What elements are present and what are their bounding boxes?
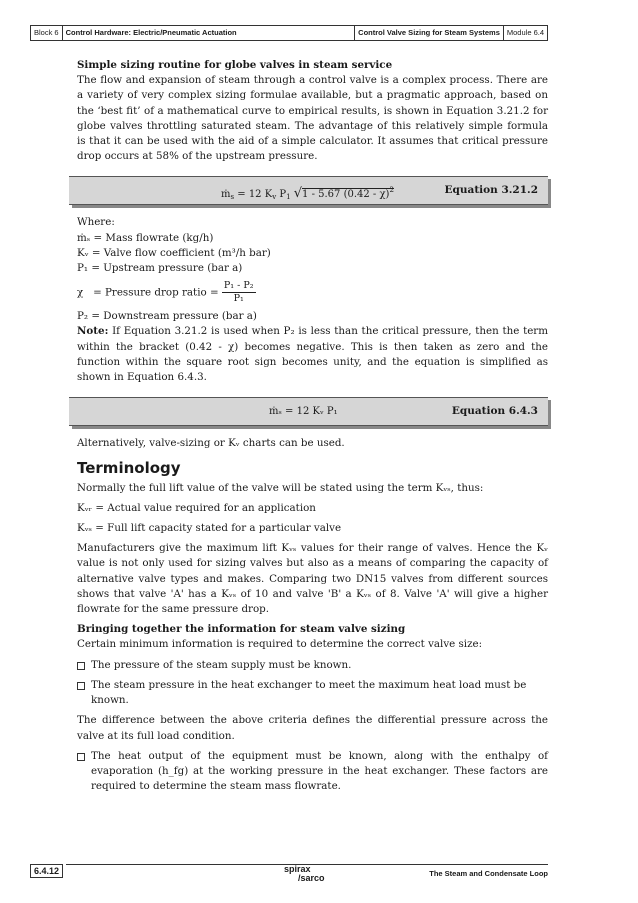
module-number: Module 6.4: [503, 25, 548, 41]
equation-label-3-21-2: Equation 3.21.2: [444, 184, 538, 197]
where-p1: [77, 261, 548, 276]
sym-ms: ṁₛ: [77, 231, 91, 244]
page-content: [77, 58, 548, 794]
footer-title: The Steam and Condensate Loop: [429, 869, 548, 878]
eq1-mid-sub: v: [272, 193, 277, 202]
def-chi: = Pressure drop ratio =: [93, 286, 219, 299]
logo-line1: spirax: [284, 864, 311, 874]
eq1-lhs: ṁ: [221, 189, 231, 201]
bringing-list: [77, 658, 548, 709]
checkbox-bullet-icon: [77, 753, 85, 761]
def-ms: = Mass flowrate (kg/h): [93, 231, 214, 244]
list-item: [77, 658, 548, 673]
page-header: [30, 25, 548, 41]
bringing-list-2: [77, 749, 548, 795]
terminology-intro: Normally the full lift value of the valve will be stated using the term Kᵥₛ, thus:: [77, 481, 484, 494]
terminology-paragraph: Manufacturers give the maximum lift Kᵥₛ values for their range of valves. Hence the Kᵥ value is not only used for sizing valves but also as a means of comparing the capacity of alternative valve types and makes. Comparing two DN15 valves from different sources shows that valve 'A' has a Kᵥₛ of 10 and valve 'B' a Kᵥₛ of 8. Valve 'A' will give a higher flowrate for the same pressure drop.: [77, 542, 548, 616]
kvr-definition: Kᵥᵣ = Actual value required for an application: [77, 501, 316, 514]
pressure-drop-fraction: [222, 280, 256, 305]
where-ms: [77, 231, 548, 246]
eq1-root-text: 1 - 5.67 (0.42 - χ): [302, 189, 390, 201]
sym-kv: Kᵥ: [77, 246, 89, 259]
eq1-p-sub: 1: [286, 193, 291, 202]
where-title: Where:: [77, 216, 115, 229]
checkbox-bullet-icon: [77, 662, 85, 670]
module-title: Control Valve Sizing for Steam Systems: [354, 25, 503, 41]
sqrt-sign-icon: √: [293, 186, 303, 202]
page-number: 6.4.12: [30, 864, 63, 878]
sizing-paragraph: The flow and expansion of steam through a control valve is a complex process. There are a variety of very complex sizing formulae available, but a pragmatic approach, based on the ‘best fit’ of a mathematical curve to empirical results, is shown in Equation 3.21.2 for globe valves throttling saturated steam. The advantage of this relatively simple formula is that it can be used with the aid of a simple calculator. It assumes that critical pressure drop occurs at 58% of the upstream pressure.: [77, 74, 548, 163]
alternative-text: Alternatively, valve-sizing or Kᵥ charts can be used.: [77, 437, 345, 450]
equation-box-3-21-2: [69, 176, 548, 205]
eq1-p: P: [276, 189, 287, 201]
equation-6-4-3: ṁₛ = 12 Kᵥ P₁: [269, 406, 338, 418]
sym-chi: χ: [77, 286, 84, 299]
list-item: [77, 749, 548, 795]
logo-line2: /sarco: [298, 873, 325, 883]
frac-num: P₁ - P₂: [223, 280, 254, 292]
where-p2: [77, 309, 548, 324]
block-number: Block 6: [30, 25, 62, 41]
def-p2: = Downstream pressure (bar a): [91, 310, 257, 323]
bringing-heading: Bringing together the information for steam valve sizing: [77, 623, 406, 636]
eq1-lhs-sub: s: [230, 193, 235, 202]
eq1-root: [302, 188, 394, 200]
block-title: Control Hardware: Electric/Pneumatic Actuation: [62, 25, 240, 41]
note-paragraph: [77, 324, 548, 385]
equation-label-6-4-3: Equation 6.4.3: [451, 405, 538, 418]
list-item: [77, 678, 548, 708]
sym-p1: P₁: [77, 262, 89, 275]
eq1-root-sup: 2: [389, 186, 394, 195]
page-footer: [30, 864, 548, 883]
checkbox-bullet-icon: [77, 682, 85, 690]
list-item-text: The heat output of the equipment must be known, along with the enthalpy of evaporation (h_fg) at the working pressure in the heat exchanger. These factors are required to determine the steam mass flowrate.: [91, 749, 548, 793]
kvs-definition: Kᵥₛ = Full lift capacity stated for a particular valve: [77, 522, 342, 535]
sym-p2: P₂: [77, 310, 89, 323]
equation-box-6-4-3: [69, 397, 548, 426]
equation-3-21-2: [221, 183, 394, 205]
where-kv: [77, 246, 548, 261]
spirax-sarco-logo: [284, 865, 325, 883]
header-spacer: [240, 25, 355, 41]
bringing-paragraph: The difference between the above criteria defines the differential pressure across the valve at its full load condition.: [77, 714, 548, 742]
terminology-heading: Terminology: [77, 459, 181, 478]
section-heading-sizing: Simple sizing routine for globe valves in steam service: [77, 59, 393, 71]
note-text: If Equation 3.21.2 is used when P₂ is less than the critical pressure, then the term within the bracket (0.42 - χ) becomes negative. This is then taken as zero and the function within the square root sign becomes unity, and the equation is simplified as shown in Equation 6.4.3.: [77, 325, 548, 384]
where-chi: [77, 280, 548, 305]
frac-den: P₁: [233, 293, 244, 305]
eq1-mid: = 12 K: [234, 189, 273, 201]
list-item-text: The steam pressure in the heat exchanger to meet the maximum heat load must be known.: [91, 678, 527, 707]
where-block: [77, 215, 548, 324]
list-item-text: The pressure of the steam supply must be known.: [91, 658, 352, 671]
note-label: Note:: [77, 325, 109, 338]
def-p1: = Upstream pressure (bar a): [91, 262, 243, 275]
def-kv: = Valve flow coefficient (m³/h bar): [91, 246, 271, 259]
bringing-intro: Certain minimum information is required to determine the correct valve size:: [77, 638, 483, 651]
